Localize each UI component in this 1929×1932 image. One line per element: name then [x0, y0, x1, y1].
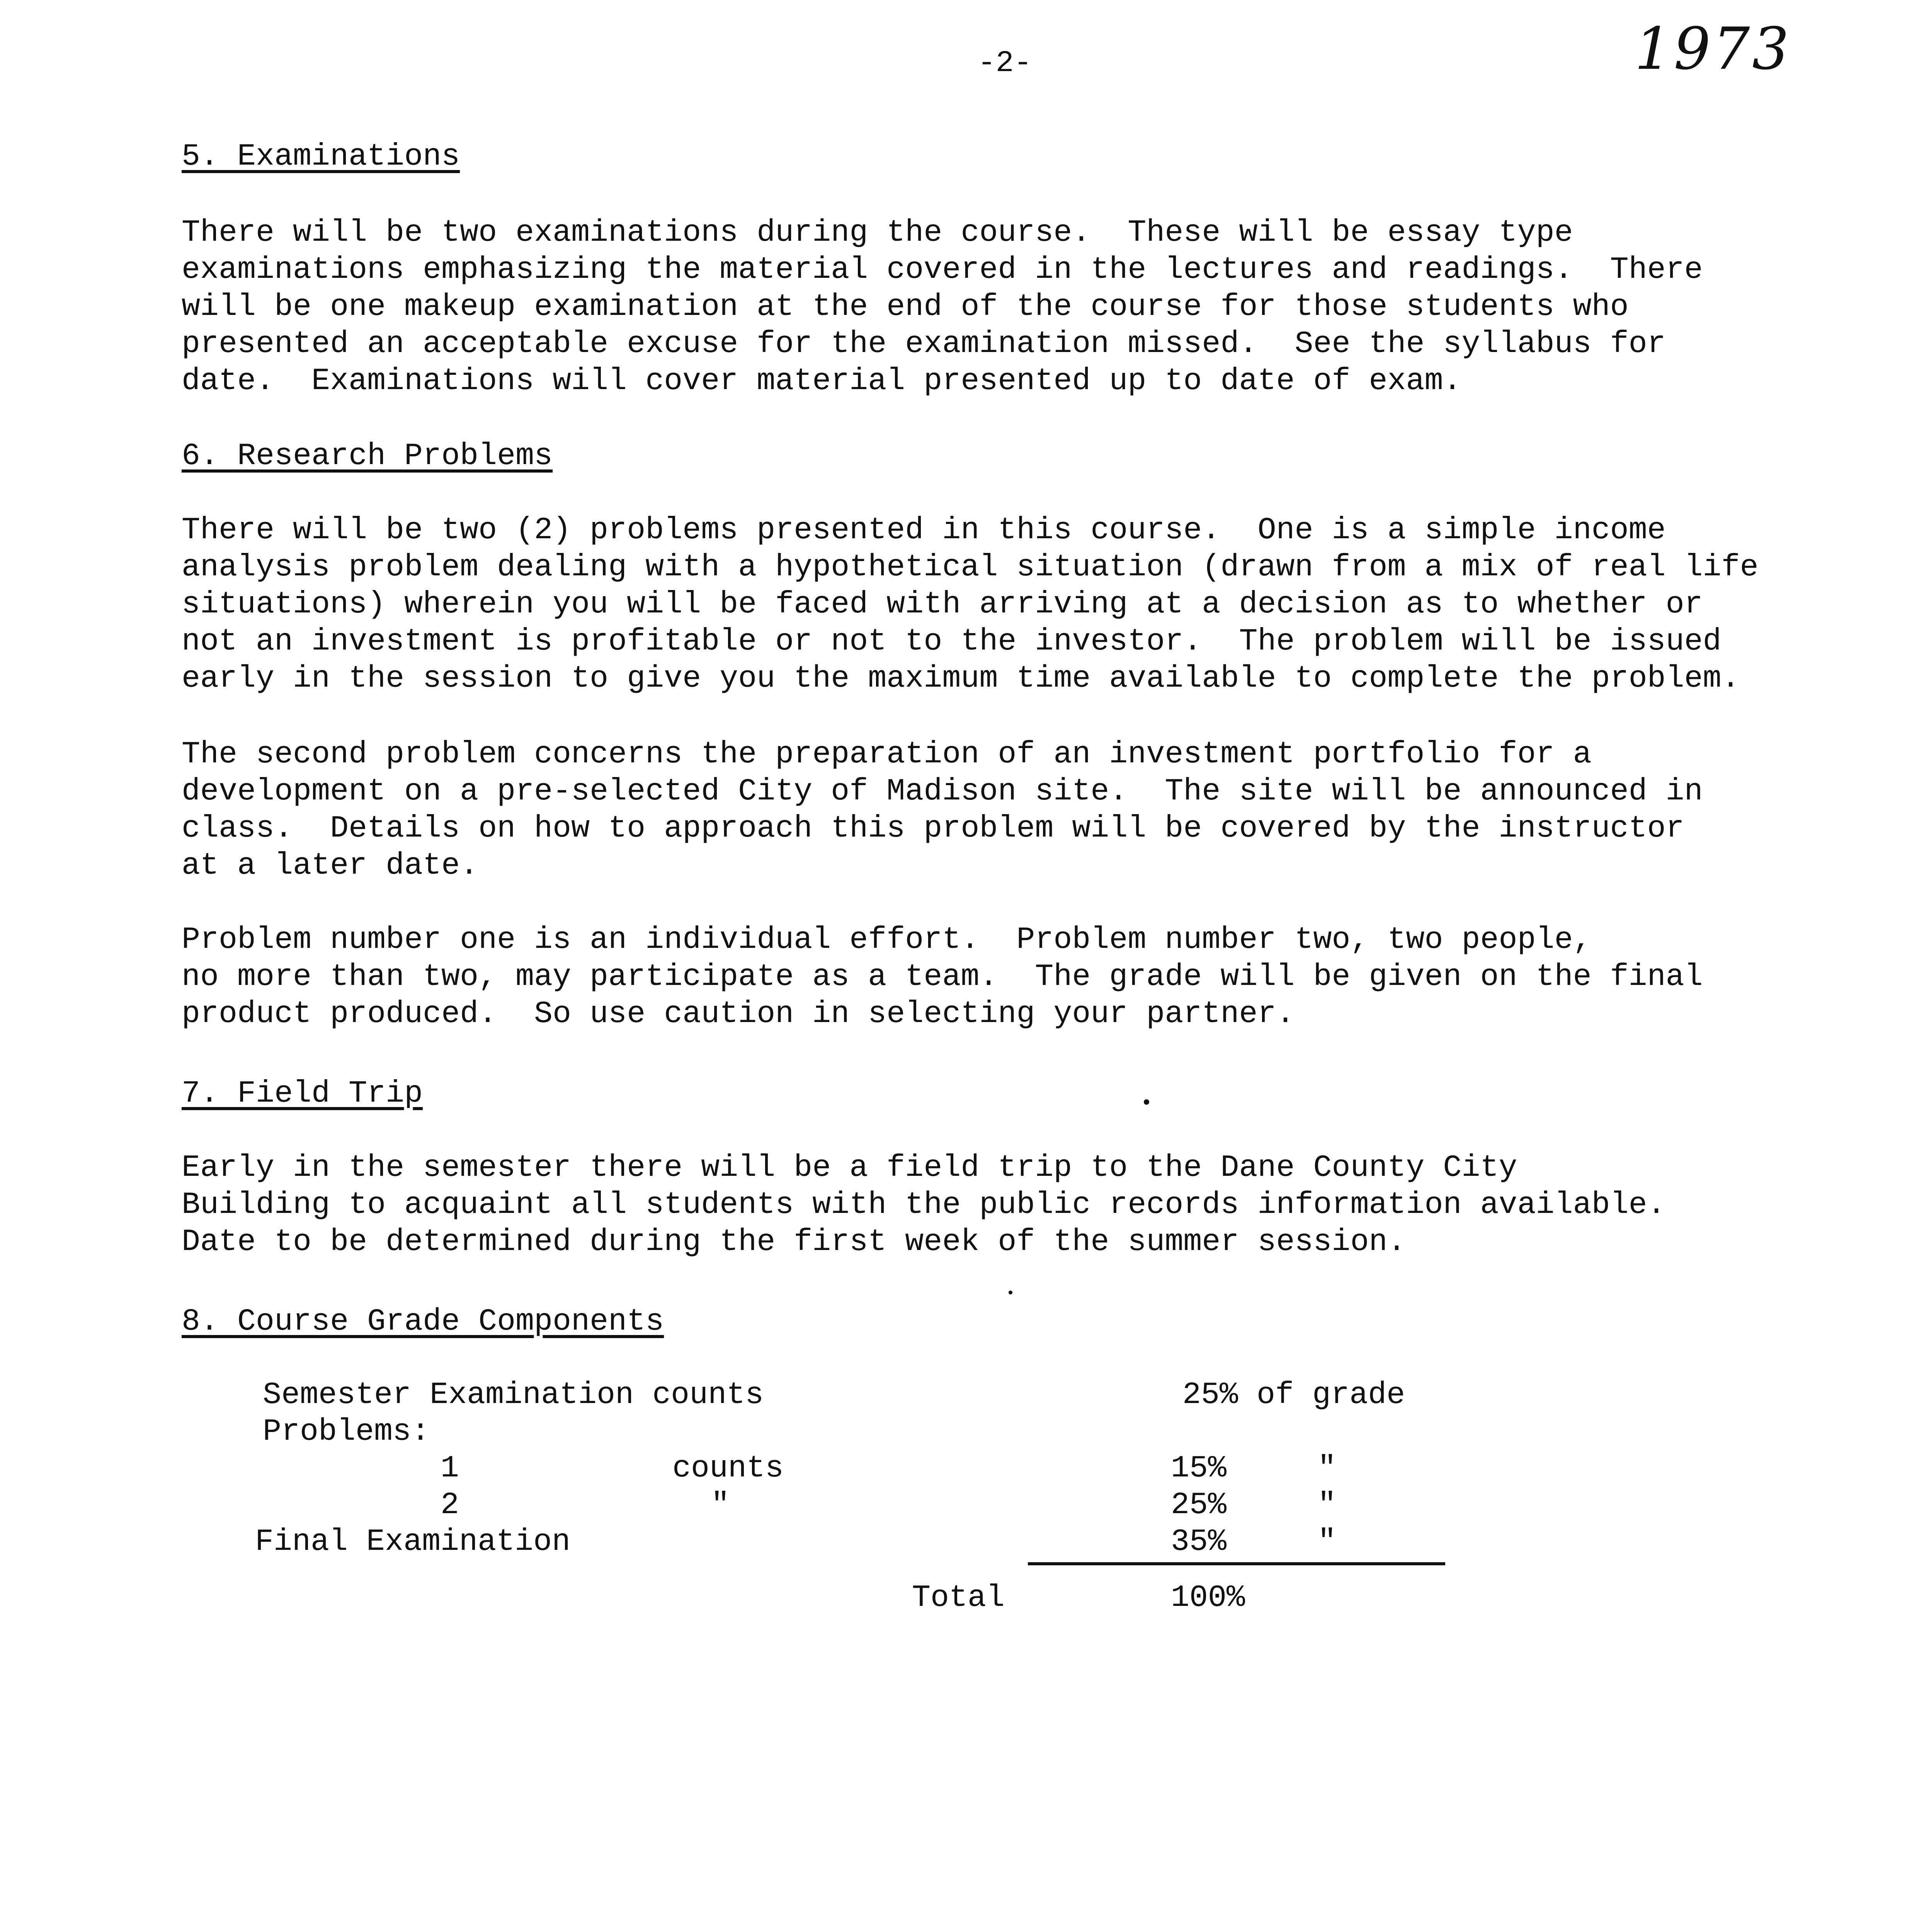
total-rule-line — [1028, 1562, 1445, 1565]
section-5-paragraph: There will be two examinations during the course. These will be essay type examinations emphasizing the material covered in the lectures and readings. There will be one makeup examination at the end of the course for those students who presented an acceptable excuse for the examination missed. See the syllabus for date. Examinations will cover material presented up to date of exam. — [182, 215, 1703, 399]
grade-row-problem-1-ditto: " — [1318, 1451, 1337, 1486]
stray-dot-mark — [1144, 1099, 1149, 1105]
grade-row-problem-2-counts: " — [711, 1488, 730, 1523]
grade-row-problems-label: Problems: — [263, 1414, 430, 1449]
grade-row-problem-2-number: 2 — [441, 1488, 459, 1523]
grade-row-problem-2-ditto: " — [1318, 1488, 1337, 1523]
stray-dot-mark — [1009, 1291, 1012, 1294]
grade-row-final-pct: 35% — [1171, 1524, 1227, 1560]
section-6-heading: 6. Research Problems — [182, 439, 553, 474]
grade-total-pct: 100% — [1171, 1580, 1245, 1616]
grade-row-semester-label: Semester Examination counts — [263, 1378, 764, 1413]
section-6-paragraph-1: There will be two (2) problems presented in this course. One is a simple income analysis problem dealing with a hypothetical situation (drawn from a mix of real life situations) wherein you will be faced with arriving at a decision as to whether or not an investment is profitable or not to the investor. The problem will be issued early in the session to give you the maximum time available to complete the problem. — [182, 513, 1759, 696]
grade-row-semester-pct: 25% of grade — [1182, 1378, 1405, 1413]
grade-row-problem-1-number: 1 — [441, 1451, 459, 1486]
section-8-heading: 8. Course Grade Components — [182, 1304, 664, 1339]
section-7-heading: 7. Field Trip — [182, 1076, 423, 1111]
section-5-heading: 5. Examinations — [182, 139, 460, 174]
section-6-paragraph-2: The second problem concerns the preparation of an investment portfolio for a development on a pre-selected City of Madison site. The site will be announced in class. Details on how to approach this problem will be covered by the instructor at a later date. — [182, 737, 1703, 883]
grade-row-problem-1-counts: counts — [672, 1451, 784, 1486]
section-6-paragraph-3: Problem number one is an individual effort. Problem number two, two people, no more than two, may participate as a team. The grade will be given on the final product produced. So use caution in selecting your partner. — [182, 922, 1703, 1032]
grade-row-final-ditto: " — [1318, 1524, 1337, 1560]
grade-total-label: Total — [912, 1580, 1005, 1616]
handwritten-year-note: 1973 — [1635, 15, 1791, 83]
grade-row-problem-2-pct: 25% — [1171, 1488, 1227, 1523]
grade-row-final-label: Final Examination — [255, 1524, 571, 1560]
page-number: -2- — [978, 46, 1032, 80]
section-7-paragraph: Early in the semester there will be a field trip to the Dane County City Building to acquaint all students with the public records information available. Date to be determined during the first week of the summer session. — [182, 1150, 1666, 1260]
grade-row-problem-1-pct: 15% — [1171, 1451, 1227, 1486]
